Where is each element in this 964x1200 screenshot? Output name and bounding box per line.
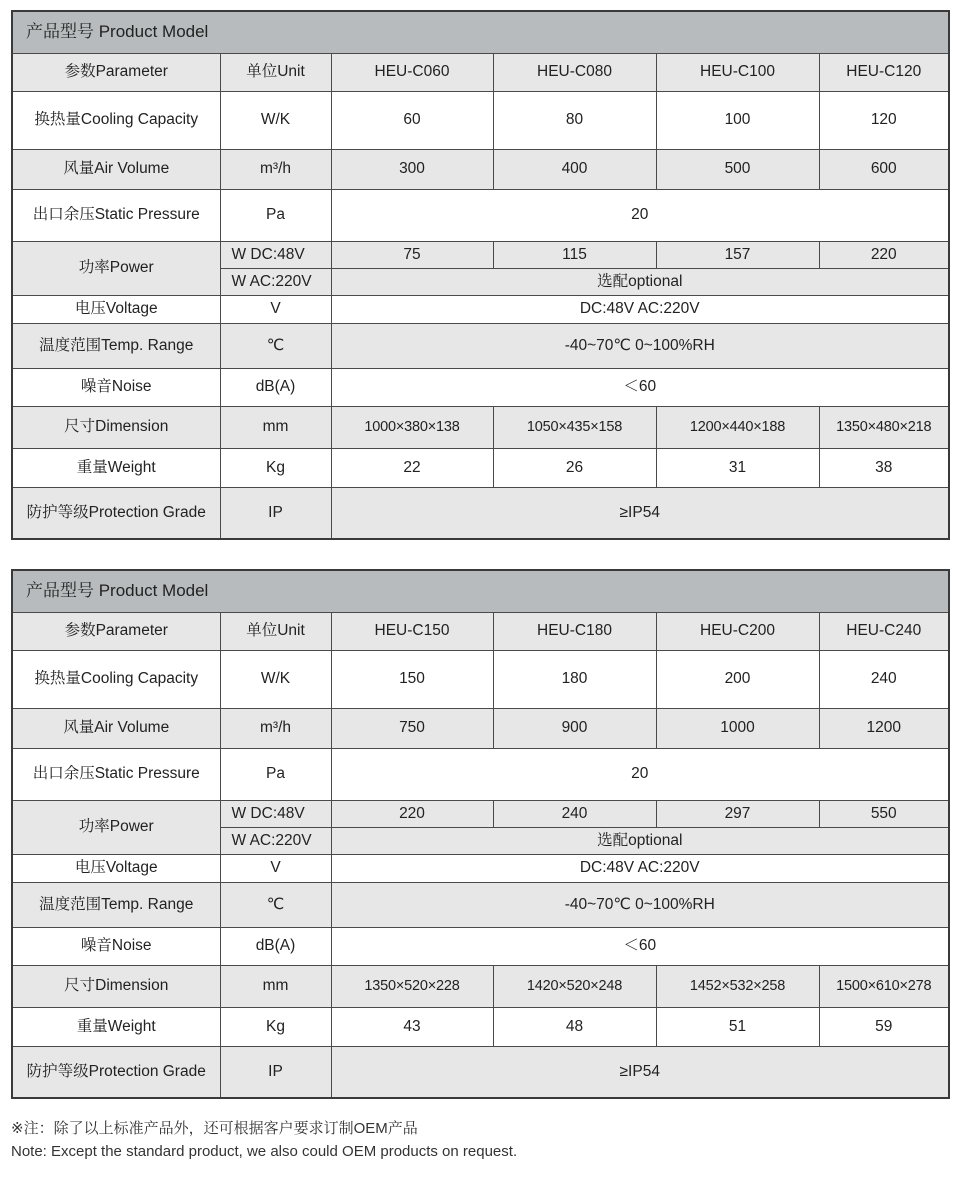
unit-cell: W/K bbox=[220, 91, 331, 149]
value-cell-merged: ≥IP54 bbox=[331, 487, 949, 539]
unit-header: 单位Unit bbox=[220, 53, 331, 91]
value-cell-merged: ≥IP54 bbox=[331, 1046, 949, 1098]
unit-cell: Pa bbox=[220, 748, 331, 800]
value-cell: 31 bbox=[656, 448, 819, 487]
value-cell: 100 bbox=[656, 91, 819, 149]
value-cell-merged: ＜60 bbox=[331, 927, 949, 965]
value-cell: 1050×435×158 bbox=[493, 406, 656, 448]
row-label-power: 功率Power bbox=[12, 800, 220, 854]
unit-cell: ℃ bbox=[220, 323, 331, 368]
unit-cell: dB(A) bbox=[220, 368, 331, 406]
model-header: HEU-C180 bbox=[493, 612, 656, 650]
value-cell-merged: ＜60 bbox=[331, 368, 949, 406]
unit-cell: V bbox=[220, 295, 331, 323]
unit-cell: IP bbox=[220, 487, 331, 539]
value-cell: 200 bbox=[656, 650, 819, 708]
row-label-cooling: 换热量Cooling Capacity bbox=[12, 91, 220, 149]
unit-cell: W/K bbox=[220, 650, 331, 708]
table-title: 产品型号 Product Model bbox=[12, 11, 949, 53]
value-cell: 59 bbox=[819, 1007, 949, 1046]
unit-header: 单位Unit bbox=[220, 612, 331, 650]
row-label-protection: 防护等级Protection Grade bbox=[12, 487, 220, 539]
unit-cell: Kg bbox=[220, 1007, 331, 1046]
table-title: 产品型号 Product Model bbox=[12, 570, 949, 612]
row-label-temp: 温度范围Temp. Range bbox=[12, 323, 220, 368]
row-label-dimension: 尺寸Dimension bbox=[12, 406, 220, 448]
row-label-power: 功率Power bbox=[12, 241, 220, 295]
value-cell: 750 bbox=[331, 708, 493, 748]
unit-cell: mm bbox=[220, 406, 331, 448]
unit-cell: ℃ bbox=[220, 882, 331, 927]
value-cell: 26 bbox=[493, 448, 656, 487]
unit-cell-dc: W DC:48V bbox=[220, 241, 331, 268]
value-cell-merged: 20 bbox=[331, 189, 949, 241]
row-label-noise: 噪音Noise bbox=[12, 368, 220, 406]
row-label-pressure: 出口余压Static Pressure bbox=[12, 748, 220, 800]
value-cell: 1350×480×218 bbox=[819, 406, 949, 448]
value-cell: 75 bbox=[331, 241, 493, 268]
row-label-voltage: 电压Voltage bbox=[12, 854, 220, 882]
footnote-chinese: ※注：除了以上标准产品外，还可根据客户要求订制OEM产品 bbox=[11, 1120, 418, 1137]
unit-cell: mm bbox=[220, 965, 331, 1007]
unit-cell-ac: W AC:220V bbox=[220, 268, 331, 295]
row-label-weight: 重量Weight bbox=[12, 448, 220, 487]
unit-cell-ac: W AC:220V bbox=[220, 827, 331, 854]
value-cell: 115 bbox=[493, 241, 656, 268]
value-cell-merged: 20 bbox=[331, 748, 949, 800]
value-cell: 1452×532×258 bbox=[656, 965, 819, 1007]
value-cell-merged: DC:48V AC:220V bbox=[331, 295, 949, 323]
model-header: HEU-C060 bbox=[331, 53, 493, 91]
value-cell: 150 bbox=[331, 650, 493, 708]
spec-table-1 bbox=[11, 10, 950, 540]
value-cell-merged: 选配optional bbox=[331, 268, 949, 295]
footnote-english: Note: Except the standard product, we also could OEM products on request. bbox=[11, 1143, 518, 1160]
value-cell: 240 bbox=[819, 650, 949, 708]
row-label-voltage: 电压Voltage bbox=[12, 295, 220, 323]
unit-cell: dB(A) bbox=[220, 927, 331, 965]
row-label-air: 风量Air Volume bbox=[12, 708, 220, 748]
row-label-noise: 噪音Noise bbox=[12, 927, 220, 965]
model-header: HEU-C120 bbox=[819, 53, 949, 91]
model-header: HEU-C240 bbox=[819, 612, 949, 650]
value-cell: 80 bbox=[493, 91, 656, 149]
value-cell: 500 bbox=[656, 149, 819, 189]
row-label-pressure: 出口余压Static Pressure bbox=[12, 189, 220, 241]
value-cell: 120 bbox=[819, 91, 949, 149]
model-header: HEU-C080 bbox=[493, 53, 656, 91]
value-cell: 240 bbox=[493, 800, 656, 827]
param-header: 参数Parameter bbox=[12, 612, 220, 650]
value-cell: 400 bbox=[493, 149, 656, 189]
row-label-protection: 防护等级Protection Grade bbox=[12, 1046, 220, 1098]
value-cell: 297 bbox=[656, 800, 819, 827]
value-cell: 1200×440×188 bbox=[656, 406, 819, 448]
unit-cell: V bbox=[220, 854, 331, 882]
value-cell: 550 bbox=[819, 800, 949, 827]
value-cell-merged: -40~70℃ 0~100%RH bbox=[331, 882, 949, 927]
model-header: HEU-C150 bbox=[331, 612, 493, 650]
unit-cell: IP bbox=[220, 1046, 331, 1098]
value-cell: 60 bbox=[331, 91, 493, 149]
row-label-air: 风量Air Volume bbox=[12, 149, 220, 189]
value-cell: 300 bbox=[331, 149, 493, 189]
value-cell: 22 bbox=[331, 448, 493, 487]
row-label-weight: 重量Weight bbox=[12, 1007, 220, 1046]
value-cell: 1000 bbox=[656, 708, 819, 748]
value-cell: 180 bbox=[493, 650, 656, 708]
value-cell: 220 bbox=[331, 800, 493, 827]
value-cell: 48 bbox=[493, 1007, 656, 1046]
value-cell: 1500×610×278 bbox=[819, 965, 949, 1007]
value-cell-merged: DC:48V AC:220V bbox=[331, 854, 949, 882]
value-cell: 900 bbox=[493, 708, 656, 748]
value-cell-merged: 选配optional bbox=[331, 827, 949, 854]
value-cell: 1420×520×248 bbox=[493, 965, 656, 1007]
value-cell: 220 bbox=[819, 241, 949, 268]
value-cell: 600 bbox=[819, 149, 949, 189]
param-header: 参数Parameter bbox=[12, 53, 220, 91]
value-cell: 1350×520×228 bbox=[331, 965, 493, 1007]
row-label-temp: 温度范围Temp. Range bbox=[12, 882, 220, 927]
unit-cell: Pa bbox=[220, 189, 331, 241]
value-cell-merged: -40~70℃ 0~100%RH bbox=[331, 323, 949, 368]
unit-cell: m³/h bbox=[220, 708, 331, 748]
value-cell: 157 bbox=[656, 241, 819, 268]
value-cell: 1000×380×138 bbox=[331, 406, 493, 448]
value-cell: 51 bbox=[656, 1007, 819, 1046]
unit-cell-dc: W DC:48V bbox=[220, 800, 331, 827]
unit-cell: Kg bbox=[220, 448, 331, 487]
value-cell: 1200 bbox=[819, 708, 949, 748]
model-header: HEU-C200 bbox=[656, 612, 819, 650]
unit-cell: m³/h bbox=[220, 149, 331, 189]
value-cell: 43 bbox=[331, 1007, 493, 1046]
value-cell: 38 bbox=[819, 448, 949, 487]
row-label-dimension: 尺寸Dimension bbox=[12, 965, 220, 1007]
model-header: HEU-C100 bbox=[656, 53, 819, 91]
spec-table-2 bbox=[11, 569, 950, 1099]
row-label-cooling: 换热量Cooling Capacity bbox=[12, 650, 220, 708]
